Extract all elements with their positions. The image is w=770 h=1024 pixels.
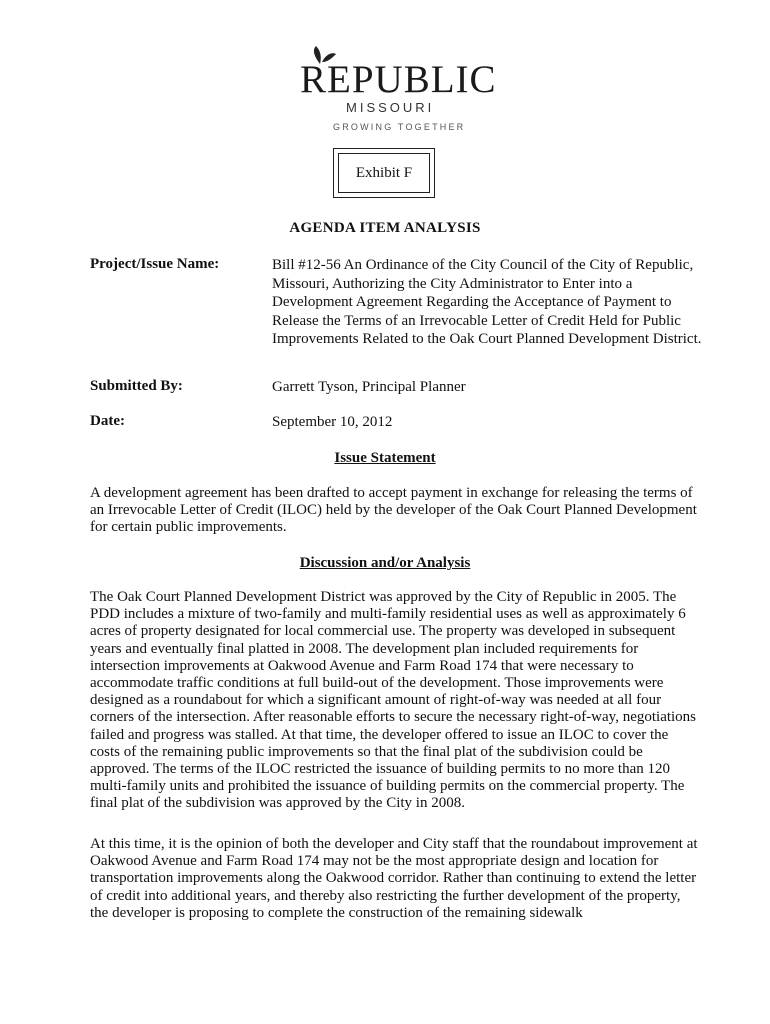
- submitted-value: Garrett Tyson, Principal Planner: [272, 379, 466, 395]
- discussion-heading: Discussion and/or Analysis: [299, 555, 471, 571]
- page-title: AGENDA ITEM ANALYSIS: [289, 220, 481, 236]
- logo-tagline: GROWING TOGETHER: [333, 122, 466, 132]
- logo-state: MISSOURI: [346, 100, 435, 115]
- date-label: Date:: [90, 413, 125, 429]
- submitted-label: Submitted By:: [90, 378, 183, 394]
- project-value: Bill #12-56 An Ordinance of the City Council of the City of Republic, Missouri, Authorizing the City Administrator to Enter into a Development Agreement Regarding the Acceptance of Payment to Release the Terms of an Irrevocable Letter of Credit Held for Public Improvements Related to the Oak Court Planned Development District.: [272, 257, 702, 348]
- date-value: September 10, 2012: [272, 414, 393, 430]
- logo-wordmark: REPUBLIC: [300, 58, 497, 101]
- discussion-paragraph-2: At this time, it is the opinion of both the developer and City staff that the roundabout improvement at Oakwood Avenue and Farm Road 174 may not be the most appropriate design and location for transportation improvements along the Oakwood corridor. Rather than continuing to extend the letter of credit into additional years, and thereby also restricting the further development of the property, the developer is proposing to complete the construction of the remaining sidewalk: [90, 836, 698, 921]
- exhibit-box: [333, 148, 435, 198]
- discussion-paragraph-1: The Oak Court Planned Development District was approved by the City of Republic in 2005. The PDD includes a mixture of two-family and multi-family residential uses as well as approximately 6 acres of property designated for local commercial use. The property was developed in subsequent years and eventually final platted in 2008. The development plan included requirements for intersection improvements at Oakwood Avenue and Farm Road 174 that were necessary to accommodate traffic conditions at full build-out of the development. Those improvements were designed as a roundabout for which a significant amount of right-of-way was needed at all four corners of the intersection. After reasonable efforts to secure the necessary right-of-way, negotiations failed and progress was stalled. At that time, the developer offered to issue an ILOC to cover the costs of the remaining public improvements so that the final plat of the subdivision could be approved. The terms of the ILOC restricted the issuance of building permits to no more than 120 multi-family units and prohibited the issuance of building permits on the commercial property. The final plat of the subdivision was approved by the City in 2008.: [90, 589, 697, 812]
- issue-statement-text: A development agreement has been drafted to accept payment in exchange for releasing the terms of an Irrevocable Letter of Credit (ILOC) held by the developer of the Oak Court Planned Development for certain public improvements.: [90, 485, 697, 536]
- issue-statement-heading: Issue Statement: [334, 450, 436, 466]
- exhibit-label: Exhibit F: [338, 153, 430, 193]
- project-label: Project/Issue Name:: [90, 256, 220, 272]
- republic-logo: [300, 44, 500, 136]
